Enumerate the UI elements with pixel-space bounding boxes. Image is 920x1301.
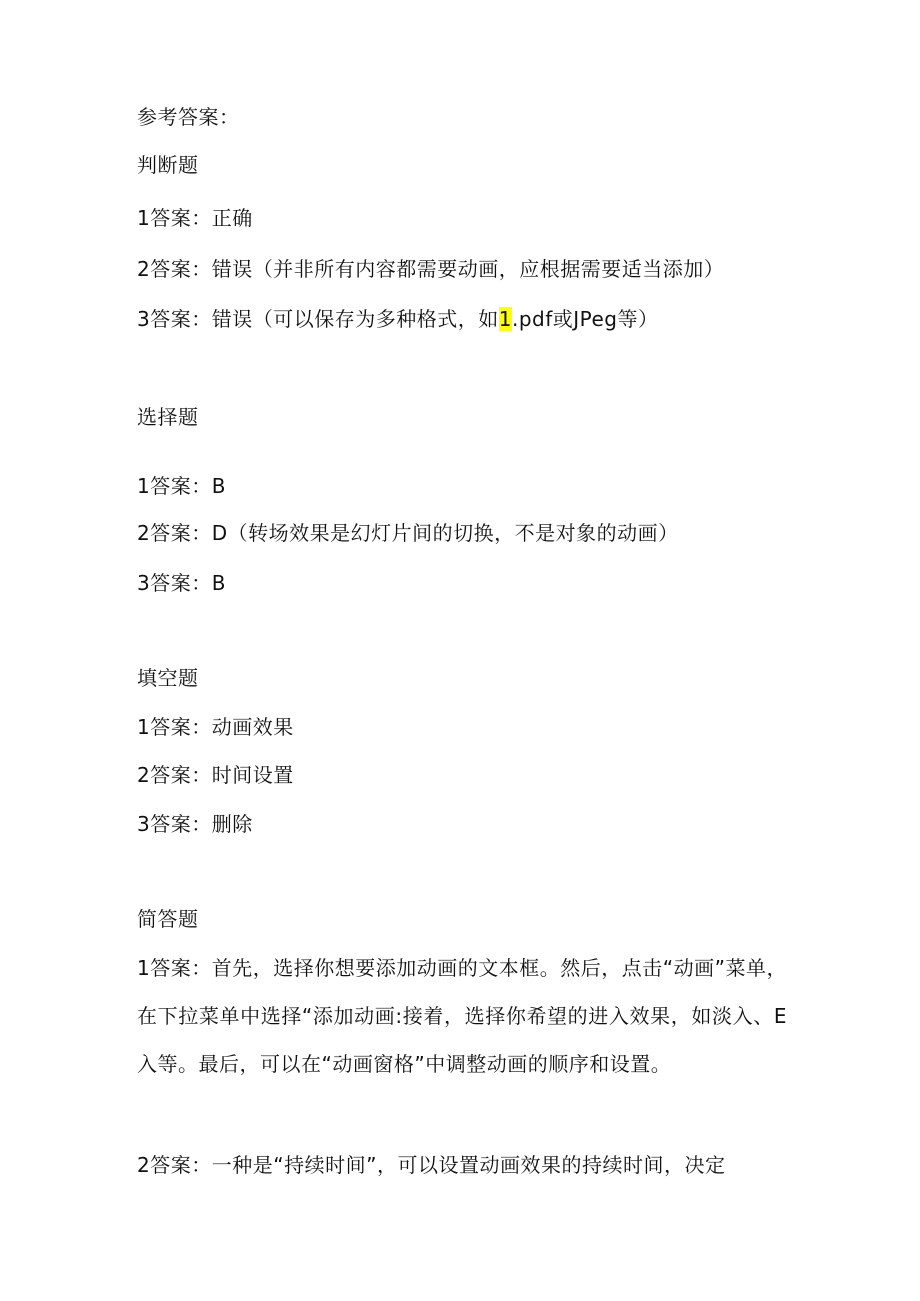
short-answer-1: 1答案：首先，选择你想要添加动画的文本框。然后，点击“动画”菜单，在下拉菜单中选择“添加动画:接着，选择你希望的进入效果，如淡入、E入等。最后，可以在“动画窗格”中调整动画的顺序和设置。 — [137, 956, 787, 1076]
answer-header: 参考答案： — [137, 105, 240, 129]
section-heading-choice: 选择题 — [137, 405, 199, 429]
short-answer-2: 2答案：一种是“持续时间”，可以设置动画效果的持续时间，决定 — [137, 1153, 726, 1177]
section-heading-short: 简答题 — [137, 907, 199, 931]
judge-answer-3-pre: 3答案：错误（可以保存为多种格式，如 — [137, 307, 499, 331]
choice-answer-3: 3答案：B — [137, 571, 226, 595]
judge-answer-2: 2答案：错误（并非所有内容都需要动画，应根据需要适当添加） — [137, 257, 725, 281]
choice-answer-2: 2答案：D（转场效果是幻灯片间的切换，不是对象的动画） — [137, 521, 679, 545]
choice-answer-1: 1答案：B — [137, 474, 226, 498]
fill-answer-3: 3答案：删除 — [137, 812, 253, 836]
fill-answer-1: 1答案：动画效果 — [137, 715, 294, 739]
section-heading-fill: 填空题 — [137, 666, 199, 690]
judge-answer-1: 1答案：正确 — [137, 206, 253, 230]
fill-answer-2: 2答案：时间设置 — [137, 763, 294, 787]
judge-answer-3-post: .pdf或JPeg等） — [511, 307, 659, 331]
highlighted-text: 1 — [498, 307, 512, 331]
section-heading-judge: 判断题 — [137, 153, 199, 177]
judge-answer-3 — [137, 305, 659, 333]
